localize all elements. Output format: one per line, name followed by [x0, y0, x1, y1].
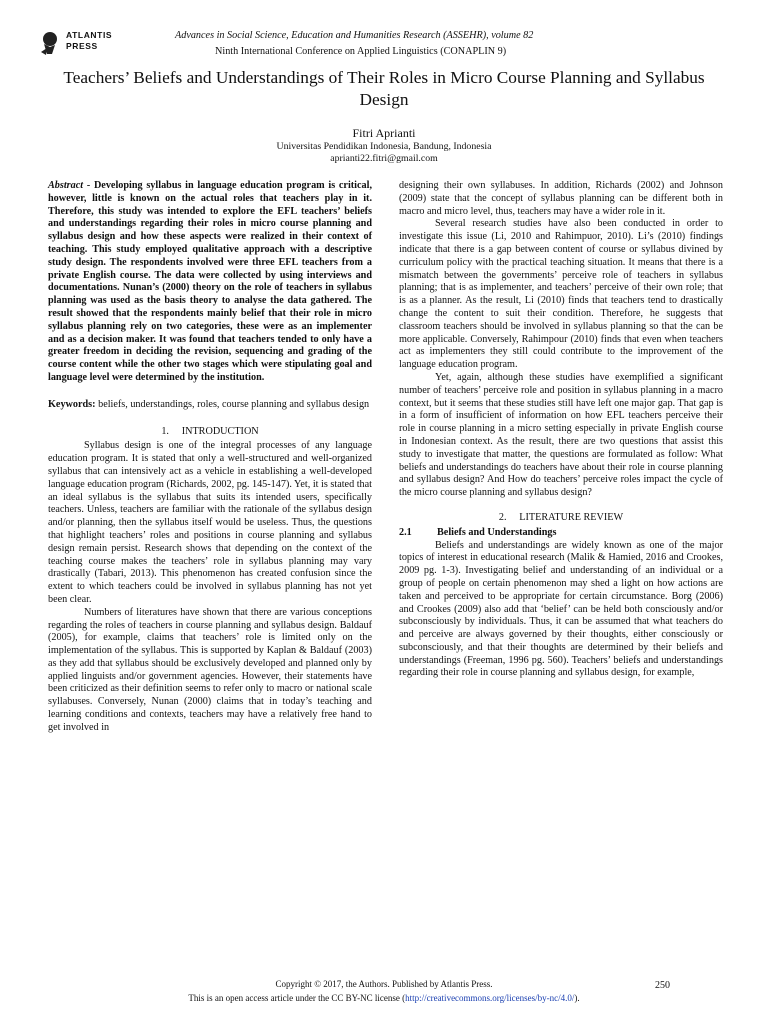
paragraph: Several research studies have also been conducted in order to investigate this issue (Li, 2010 and Rahimpuor, 2010). Li’s (2010) findings indicate that there is a gap between content of course or syllabus divined by curriculum policy with the practical teaching situation. It means that there is a mismatch between the governments’ perceive role of teachers in syllabus planning; that is as implementer, and teachers’ perceive of their own role; that is as a planner. As the result, Li (2010) finds that teachers tend to drastically change the content to suit their condition. Therefore, he suggests that classroom teachers should be involved in syllabus planning so that the can be more applicable. Conversely, Rahimpour (2010) finds that even when teachers act as implementers they still could contribute to the improvement of the language education program.: [399, 218, 723, 371]
paragraph: Syllabus design is one of the integral processes of any language education program. It is stated that only a well-structured and well-organized syllabus that can intensively act as a vehicle in establishing a well-developed language education program (Richards, 2002, pg. 145-147). Yet, it is stated that an ideal syllabus is the syllabus that suits its intended users, specifically teachers. Unless, teachers are familiar with the rationale of the syllabus design and/or planning, then the syllabus itself would be useless. Thus, the questions that highlight teachers’ roles and positions in course planning and syllabus design remain persist. Research shows that depending on the context of the teaching course makes the teachers’ role in syllabus planning may vary drastically (Tabari, 2013). This phenomenon has created confusion since the extent to which teachers could be involved in syllabus planning has not yet been clear.: [48, 440, 372, 605]
paragraph: Beliefs and understandings are widely known as one of the major topics of interest in educational research (Malik & Hamied, 2016 and Crookes, 2009 pg. 1-3). Investigating belief and understanding of an individual or a group of people on certain phenomenon may shed a light on how actions are taken and perceived to be appropriate for certain circumstance. Borg (2006) and Crookes (2009) also add that ‘belief’ can be held both consciously and/or subconsciously by individuals. Thus, it can be assumed that what teachers do and perceive are always governed by their thoughts, either consciously or subconsciously, and that their thoughts are determined by their beliefs and understandings (Freeman, 1996 pg. 560). Teachers’ beliefs and understandings regarding their role in course planning and syllabus design, for example,: [399, 539, 723, 679]
subsection-title: Beliefs and Understandings: [437, 526, 557, 538]
abstract: [48, 180, 372, 385]
journal-name: Advances in Social Science, Education and Humanities Research (ASSEHR), volume 82: [175, 30, 534, 41]
right-column: [399, 180, 723, 680]
license-prefix: This is an open access article under the CC BY-NC license (: [188, 993, 406, 1003]
page-number: 250: [655, 980, 670, 991]
subsection-heading: [399, 527, 723, 540]
keywords-text: beliefs, understandings, roles, course planning and syllabus design: [95, 398, 370, 410]
conference-name: Ninth International Conference on Applied Linguistics (CONAPLIN 9): [215, 46, 507, 57]
logo-line1: ATLANTIS: [66, 30, 113, 40]
paragraph: Numbers of literatures have shown that there are various conceptions regarding the roles of teachers in course planning and syllabus design. Baldauf (2005), for example, claims that teachers’ role is limited only on the implementation of the syllabus. This is supported by Kaplan & Baldauf (2003) as they add that syllabus should be exclusively developed and planned only by applied linguists and/or government agencies. However, their statements have been criticized as their definition seems to refer only to macro or national scale syllabuses. Conversely, Nunan (2000) claims that in today’s teaching and learning conditions and contexts, teachers may have a relatively free hand to get involved in: [48, 606, 372, 733]
abstract-text: Developing syllabus in language education program is critical, however, little is known on the actual roles that teachers play in it. Therefore, this study was intended to explore the EFL teachers’ beliefs and understandings regarding their roles in micro course planning and syllabus design and how these aspects were realized in their context of teaching. This study employed qualitative approach with a descriptive study design. The respondents involved were three EFL teachers from a private English course. The data were collected by using interviews and documentations. Nunan’s (2000) theory on the role of teachers in syllabus planning was used as the basis theory to analyse the data gathered. The result showed that the respondents mainly belief that their role in micro syllabus planning rely on two categories, these were as an implementer and as a decision maker. It was found that teachers tended to only have a greater freedom in deciding the revision, sequencing and grading of the course content while the other two stages which were stipulating goal and language level were determined by the institution.: [48, 180, 372, 383]
left-column: [48, 180, 372, 735]
footer-license: [0, 993, 768, 1003]
footer-copyright: Copyright © 2017, the Authors. Published by Atlantis Press.: [275, 979, 493, 989]
atlas-figure-icon: [38, 30, 64, 56]
keywords-label: Keywords:: [48, 398, 96, 410]
author-affiliation: Universitas Pendidikan Indonesia, Bandung, Indonesia: [276, 141, 492, 152]
keywords: [48, 399, 372, 412]
license-suffix: ).: [574, 993, 580, 1003]
subsection-number: 2.1: [399, 526, 412, 538]
author-affiliation-block: [0, 141, 768, 165]
abstract-lead: Abstract -: [48, 180, 91, 191]
author-name: Fitri Aprianti: [352, 126, 416, 140]
license-link[interactable]: http://creativecommons.org/licenses/by-nc/4.0/: [405, 993, 575, 1003]
paragraph: Yet, again, although these studies have exemplified a significant number of teachers’ perceive role and position in syllabus planning in a macro context, but it seems that these studies still have left one major gap. That gap is in a form of insufficient of information on how EFL teachers perceive their role in course planning in a micro setting especially in private English course in Indonesian context. As the result, there are two questions that assist this study to investigate that matter, the questions are formulated as follow: What beliefs and understandings do teachers have about their role in course planning and syllabus design? And How do teachers’ perceive roles impact the cycle of the micro course planning and syllabus design?: [399, 371, 723, 499]
paper-title: Teachers’ Beliefs and Understandings of Their Roles in Micro Course Planning and Syllabus Design: [63, 68, 705, 109]
section-heading-introduction: 1. INTRODUCTION: [161, 425, 259, 437]
author-email: aprianti22.fitri@gmail.com: [330, 153, 438, 164]
atlantis-press-logo: [38, 28, 128, 58]
section-heading-literature-review: 2. LITERATURE REVIEW: [498, 511, 624, 523]
logo-line2: PRESS: [66, 41, 98, 51]
paragraph: designing their own syllabuses. In addition, Richards (2002) and Johnson (2009) state that the concept of syllabus planning can be different both in macro and micro level, thus, teachers may have a wider role in it.: [399, 180, 723, 217]
